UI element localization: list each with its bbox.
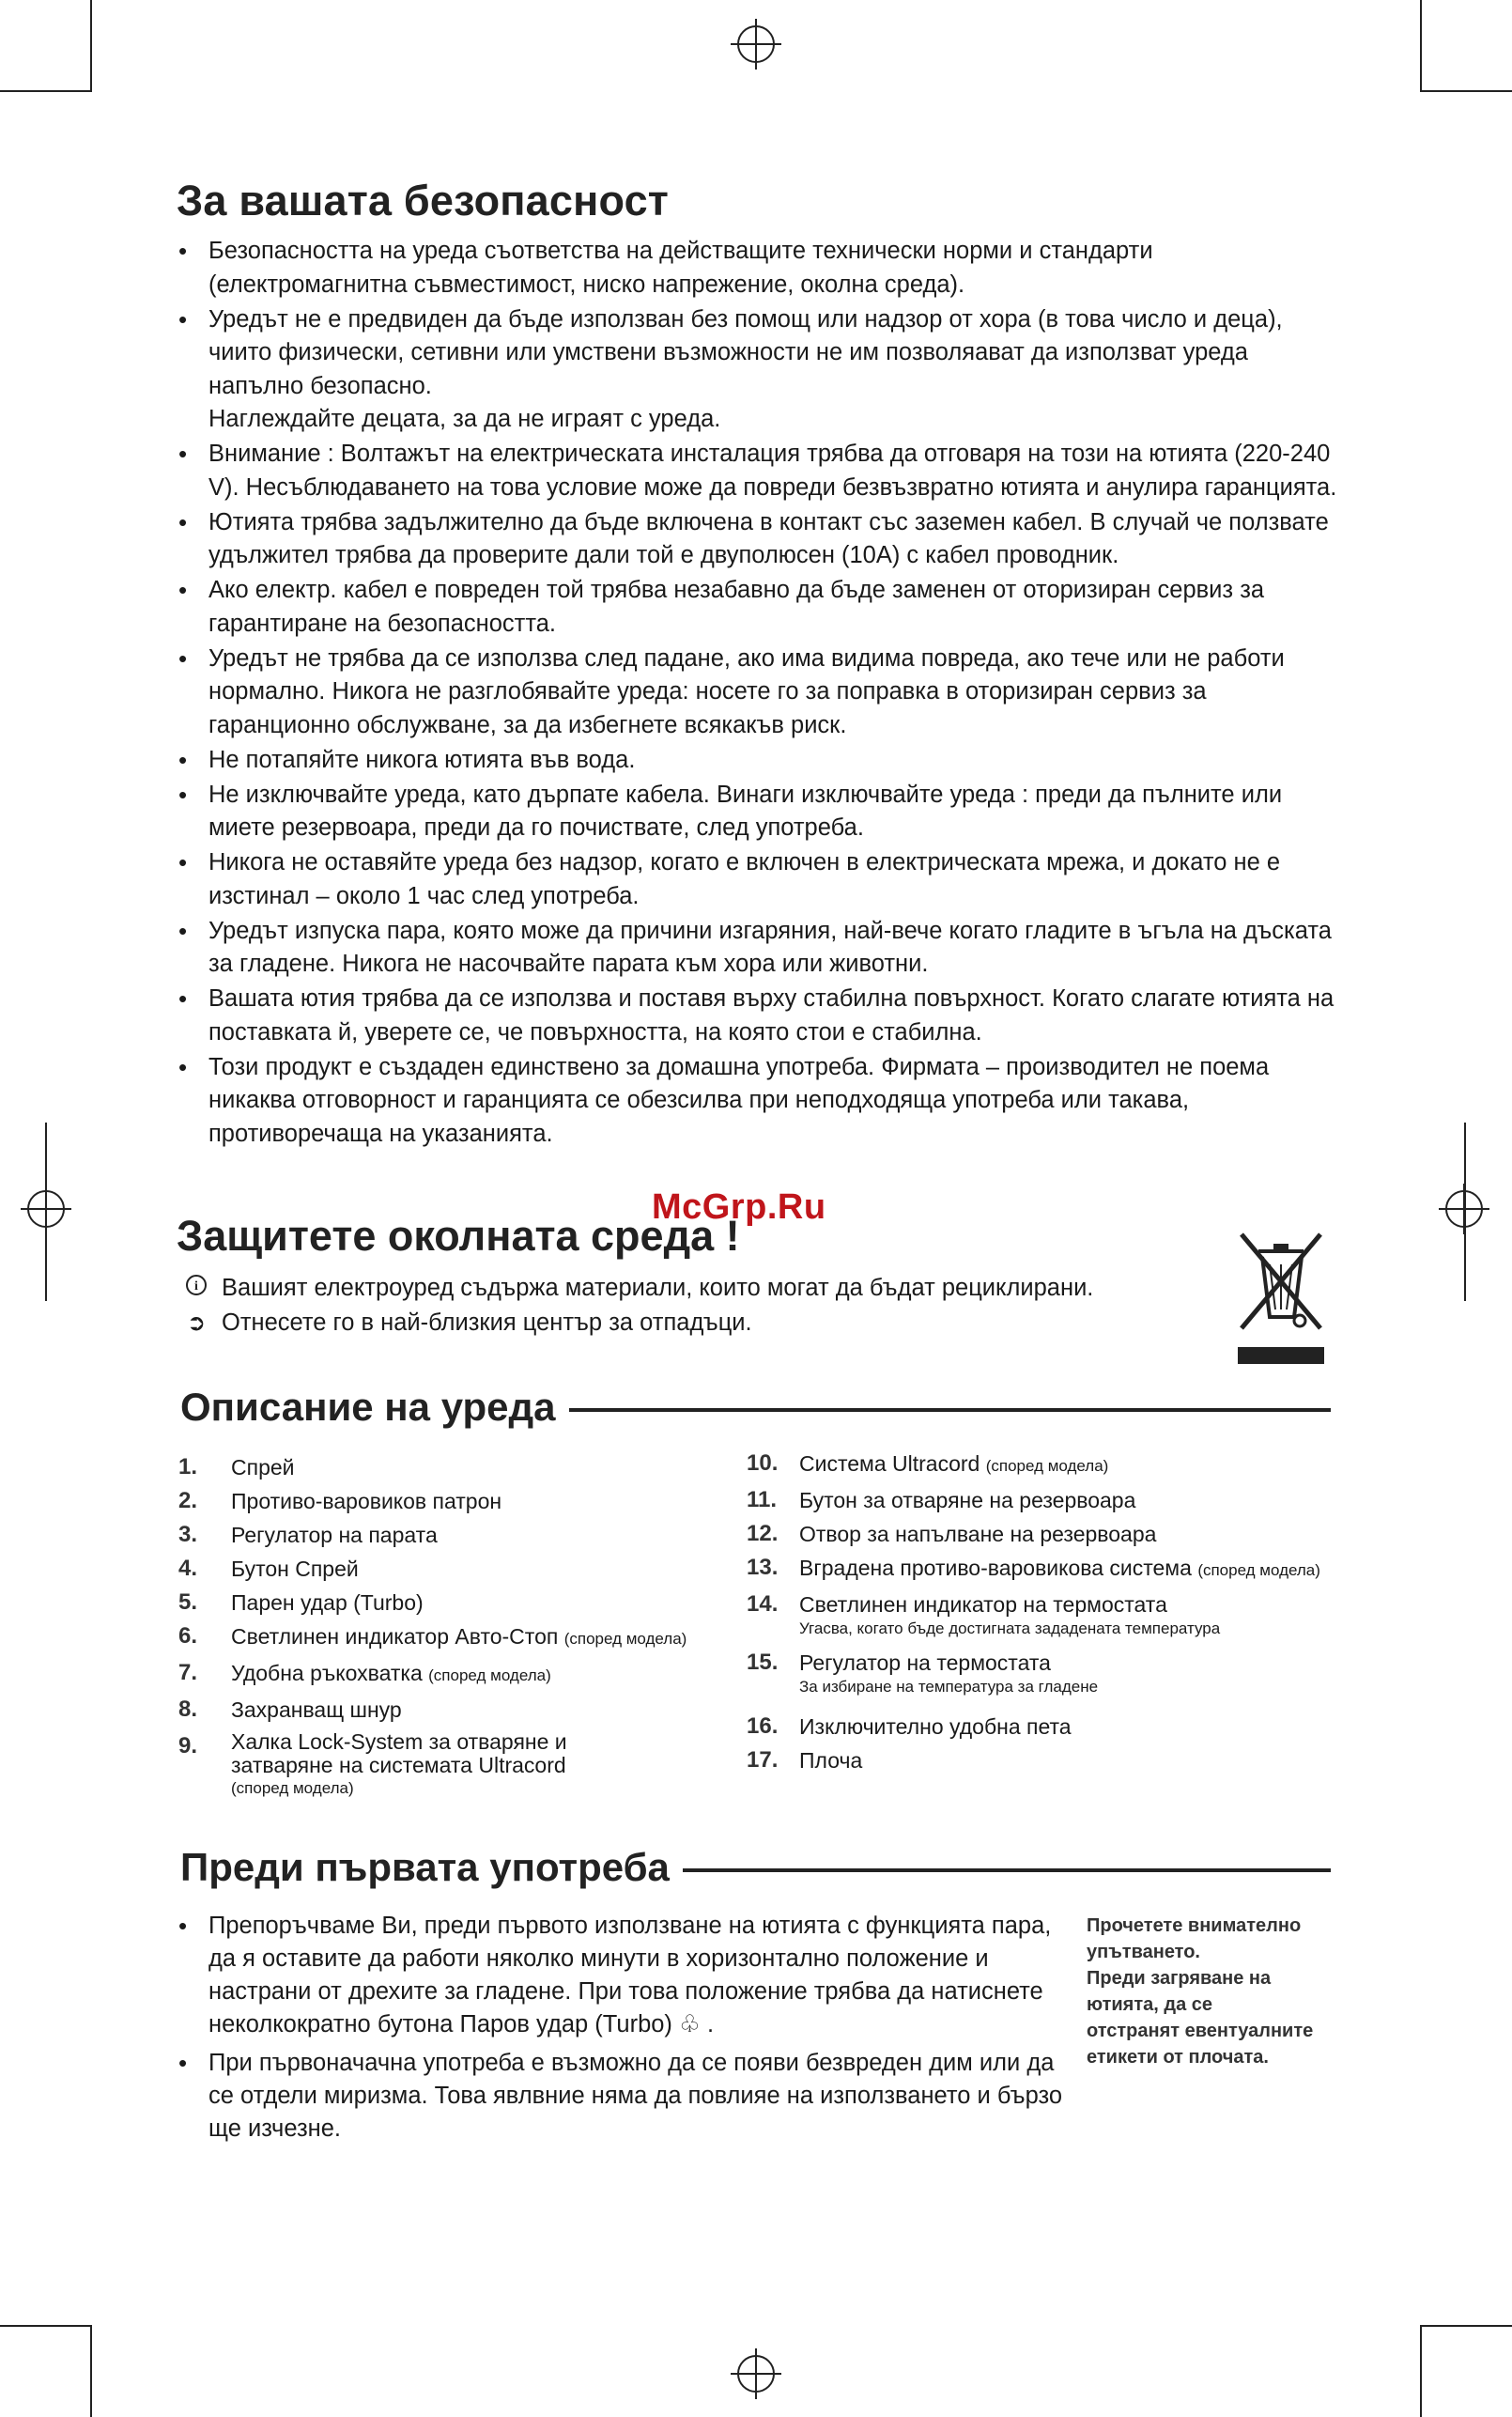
registration-mark-top (731, 19, 781, 70)
crop-mark (1420, 90, 1512, 92)
environment-recycle-line: i Вашият електроуред съдържа материали, които могат да бъдат рециклирани. (184, 1274, 1093, 1303)
list-item: • Внимание : Волтажът на електрическата инсталация трябва да отговаря на този на ютията (220-240 V). Несъблюдаването на това условие може да повреди безвъзвратно ютията и анулира гаранцията. (177, 438, 1341, 504)
environment-dispose-line: ➲ Отнесете го в най-близкия център за отпадъци. (184, 1309, 752, 1337)
section-rule (683, 1868, 1331, 1872)
children-note: Наглеждайте децата, за да не играят с уреда. (208, 406, 721, 432)
first-use-list (177, 1910, 1078, 2151)
list-item: 2. Противо-варовиков патрон (178, 1488, 502, 1513)
parts-list-left (178, 1454, 723, 1800)
list-item: 13. Вградена противо-варовикова система (според модела) (747, 1555, 1320, 1580)
list-item: • Вашата ютия трябва да се използва и поставя върху стабилна повърхност. Когато слагате ютията на поставката й, уверете се, че повърхността, на която стои е стабилна. (177, 983, 1341, 1049)
description-title: Описание на уреда (180, 1385, 556, 1429)
crop-mark (1464, 1123, 1466, 1301)
first-use-header (180, 1845, 1331, 1890)
first-use-title: Преди първата употреба (180, 1845, 670, 1889)
parts-list-right (747, 1450, 1348, 1774)
crossed-bin-icon (1238, 1231, 1324, 1373)
registration-mark-bottom (731, 2348, 781, 2399)
list-item: 1. Спрей (178, 1454, 295, 1480)
info-icon (184, 1274, 208, 1303)
list-item: • Ако електр. кабел е повреден той трябва незабавно да бъде заменен от оторизиран сервиз за гарантиране на безопасността. (177, 574, 1341, 641)
list-item: • Безопасността на уреда съответства на действащите технически норми и стандарти (електромагнитна съвместимост, ниско напрежение, околна среда). (177, 235, 1341, 302)
environment-title: Защитете околната среда ! (177, 1212, 740, 1260)
list-item: 12. Отвор за напълване на резервоара (747, 1521, 1157, 1546)
watermark[interactable]: McGrp.Ru (652, 1187, 826, 1227)
list-item: 17. Плоча (747, 1747, 863, 1773)
list-item: 5. Парен удар (Turbo) (178, 1589, 424, 1615)
list-item: • Препоръчваме Ви, преди първото използване на ютията с функцията пара, да я оставите да работи няколко минути в хоризонтално положение и настрани от дрехите за гладене. При това положение трябва да натиснете неколкократно бутона Паров удар (Turbo) ♧ . (177, 1910, 1078, 2041)
list-item: 6. Светлинен индикатор Авто-Стоп (според модела) (178, 1623, 687, 1649)
list-item: • Уредът не трябва да се използва след падане, ако има видима повреда, ако тече или не работи нормално. Никога не разглобявайте уреда: носете го за поправка в оторизиран сервиз за гаранционно обслужване, за да избегнете всякакъв риск. (177, 643, 1341, 743)
list-item: 4. Бутон Спрей (178, 1556, 359, 1581)
safety-title: За вашата безопасност (177, 177, 670, 225)
crop-mark (1420, 2325, 1422, 2417)
crop-mark (1420, 2325, 1512, 2327)
crop-mark (0, 2325, 92, 2327)
list-item: 11. Бутон за отваряне на резервоара (747, 1487, 1136, 1512)
list-item: 7. Удобна ръкохватка (според модела) (178, 1660, 551, 1685)
crop-mark (0, 90, 92, 92)
first-use-side-note: Прочетете внимателно упътването. Преди загряване на ютията, да се отстранят евентуалните етикети от плочата. (1087, 1915, 1314, 2068)
list-item: • Не потапяйте никога ютията във вода. (177, 744, 1341, 778)
svg-text:i: i (194, 1279, 198, 1294)
list-item: 9. Халка Lock-System за отваряне и затваряне на системата Ultracord (според модела) (178, 1729, 567, 1797)
description-header (180, 1385, 1331, 1430)
list-item: 8. Захранващ шнур (178, 1697, 402, 1722)
list-item: • Уредът не е предвиден да бъде използван без помощ или надзор от хора (в това число и деца), чиито физически, сетивни или умствени възможности не им позволяават да използват уреда напълно безопасно. Наглеждайте децата, за да не играят с уреда. (177, 303, 1341, 437)
crop-mark (90, 2325, 92, 2417)
list-item: • Не изключвайте уреда, като дърпате кабела. Винаги изключвайте уреда : преди да пълните или миете резервоара, преди да го почиствате, след употреба. (177, 779, 1341, 845)
list-item: • Ютията трябва задължително да бъде включена в контакт със заземен кабел. В случай че ползвате удължител трябва да проверите дали той е двуполюсен (10А) с кабел проводник. (177, 506, 1341, 573)
list-item: 16. Изключително удобна пета (747, 1713, 1072, 1739)
safety-list (177, 235, 1341, 1153)
list-item: 14. Светлинен индикатор на термостата Угасва, когато бъде достигната зададената температура (747, 1591, 1221, 1637)
list-item: • При първоначачна употреба е възможно да се появи безвреден дим или да се отдели миризма. Това явлвние няма да повлияе на използването и бързо ще изчезне. (177, 2047, 1078, 2146)
crop-mark (45, 1123, 47, 1301)
crop-mark (1420, 0, 1422, 92)
list-item: 15. Регулатор на термостата За избиране на температура за гладене (747, 1650, 1099, 1696)
crop-mark (90, 0, 92, 92)
arrow-right-icon: ➲ (186, 1310, 207, 1336)
list-item: • Уредът изпуска пара, която може да причини изгаряния, най-вече когато гладите в ъгъла на дъската за гладене. Никога не насочвайте парата към хора или животни. (177, 915, 1341, 982)
list-item: • Никога не оставяйте уреда без надзор, когато е включен в електрическата мрежа, и докато не е изстинал – около 1 час след употреба. (177, 846, 1341, 913)
section-rule (569, 1408, 1331, 1412)
list-item: 3. Регулатор на парата (178, 1522, 438, 1547)
list-item: 10. Система Ultracord (според модела) (747, 1450, 1109, 1476)
list-item: • Този продукт е създаден единствено за домашна употреба. Фирмата – производител не поема никаква отговорност и гаранцията се обезсилва при неподходяща употреба или такава, противоречаща на указанията. (177, 1051, 1341, 1152)
